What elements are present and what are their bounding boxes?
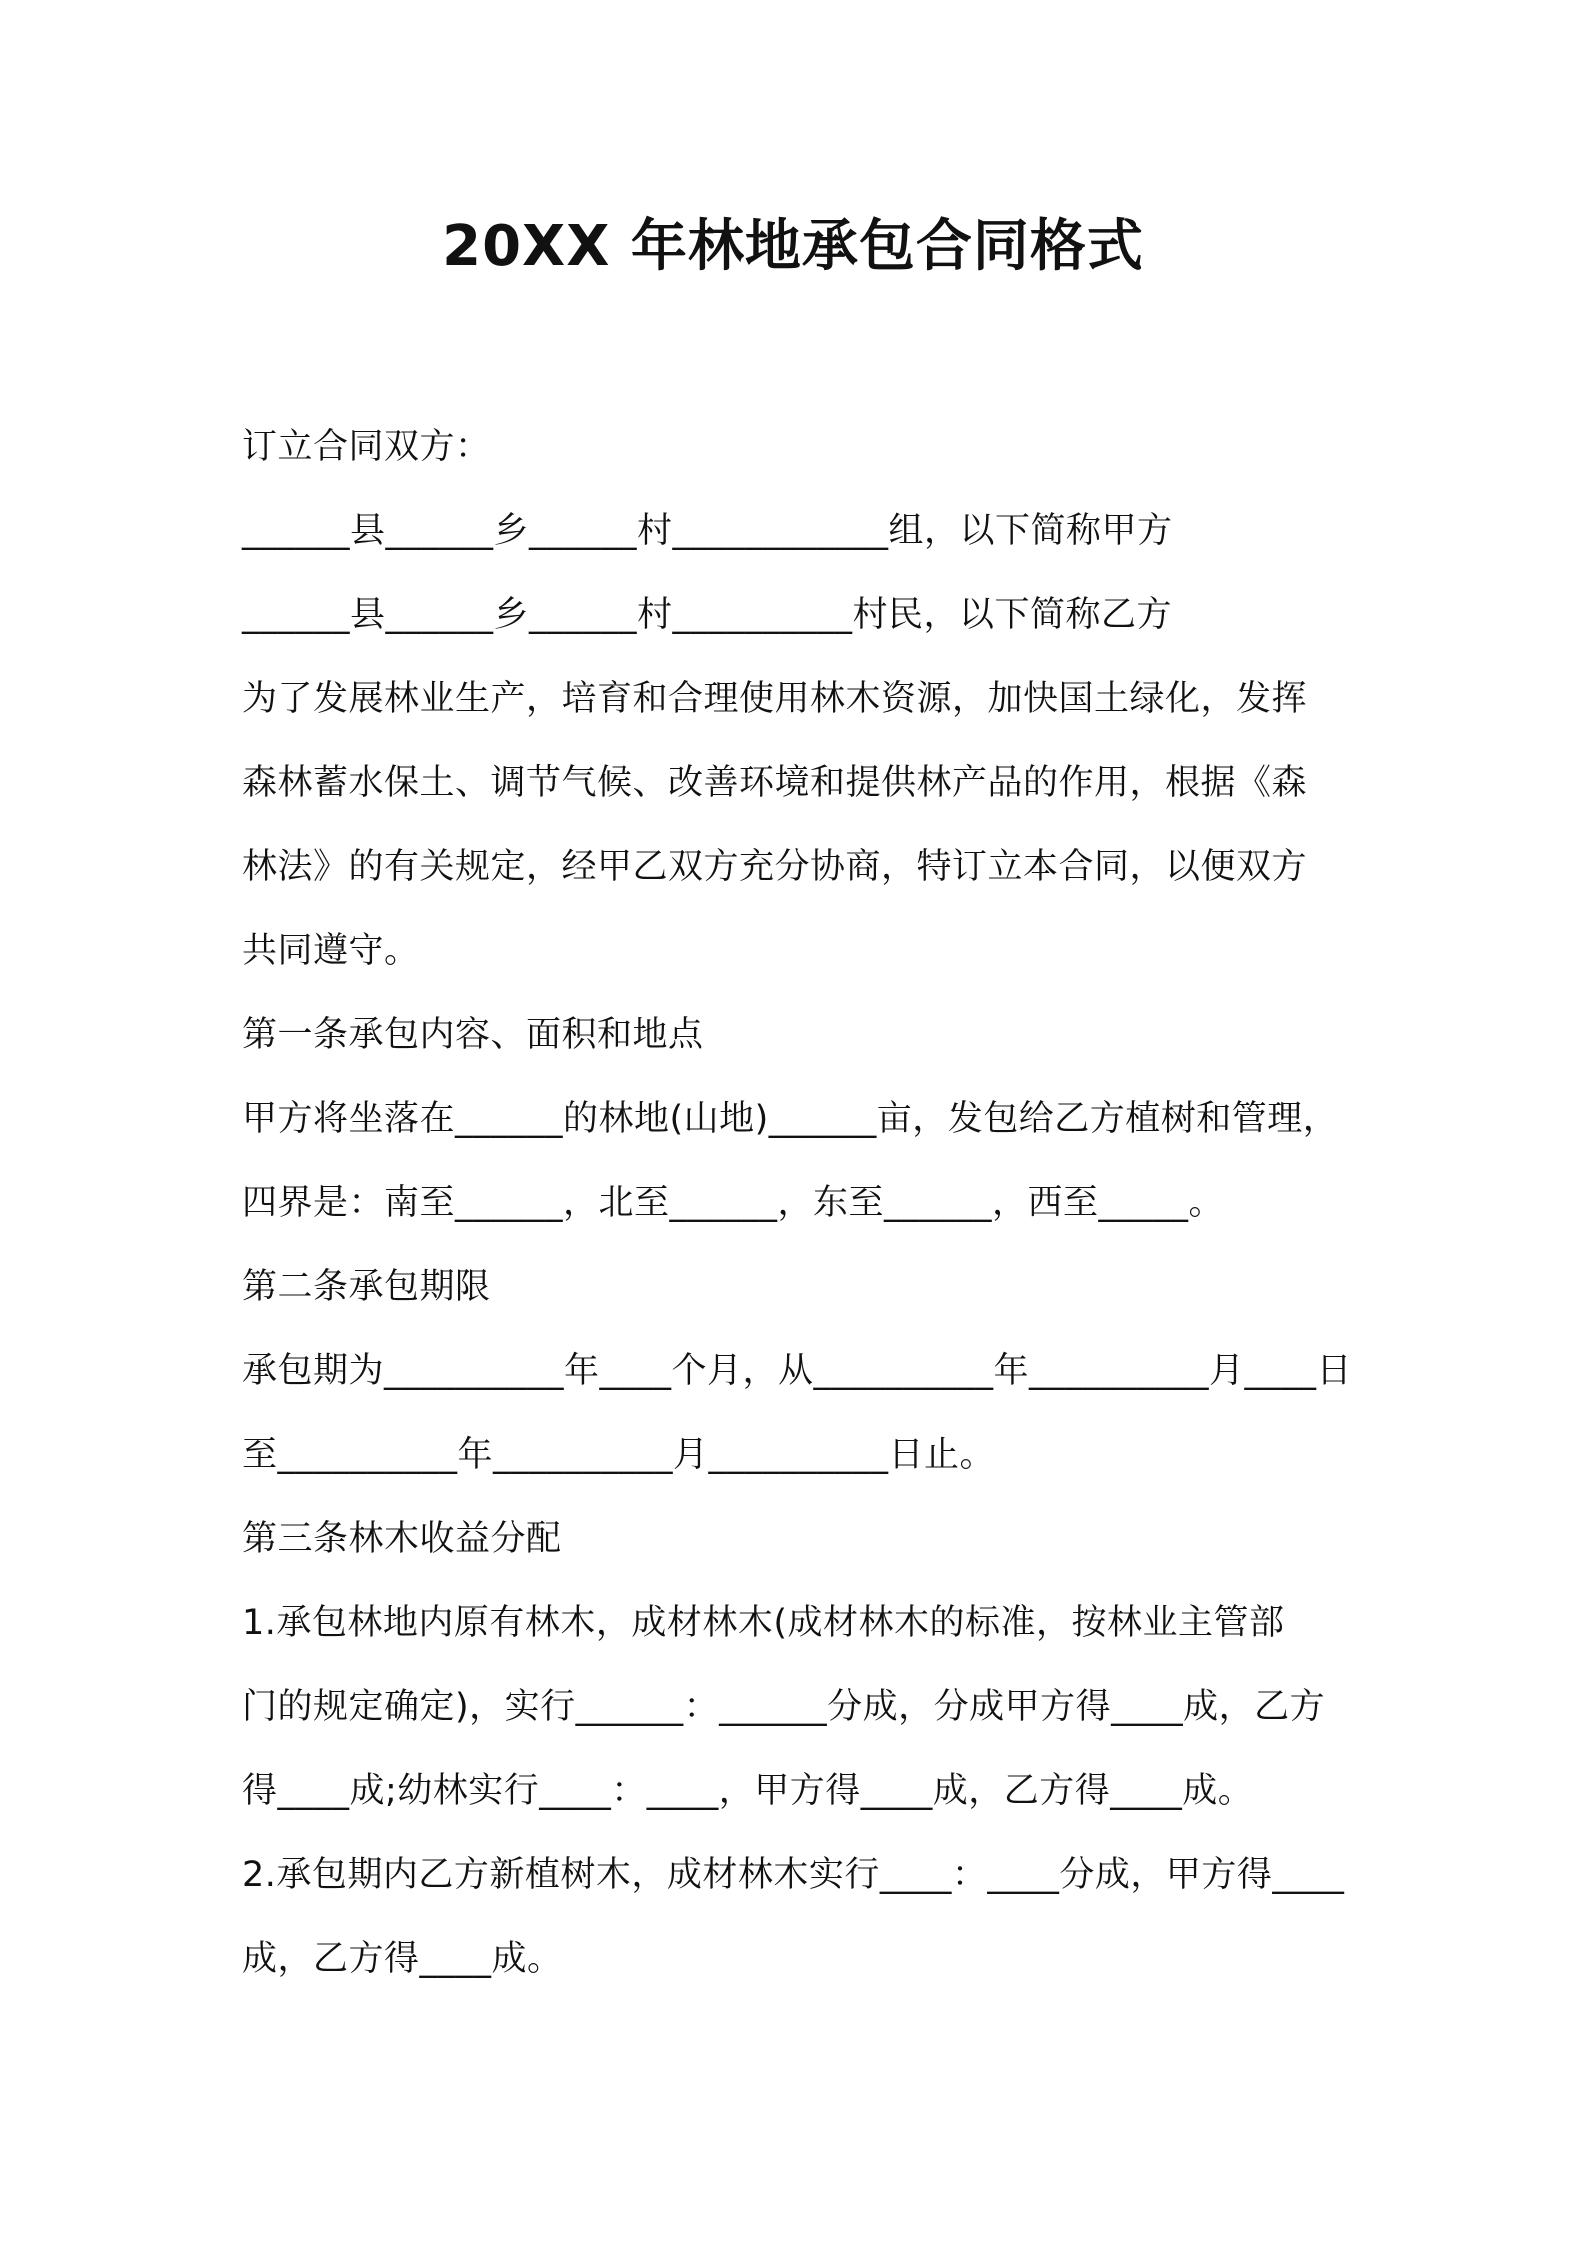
article-1-text: 甲方将坐落在______的林地(山地)______亩，发包给乙方植树和管理， xyxy=(242,1099,1339,1139)
article-3-text: 得____成;幼林实行____：____，甲方得____成，乙方得____成。 xyxy=(242,1771,1254,1811)
article-3-text: 门的规定确定)，实行______：______分成，分成甲方得____成，乙方 xyxy=(242,1687,1326,1727)
article-1-heading: 第一条承包内容、面积和地点 xyxy=(242,1015,704,1055)
article-1-text: 四界是：南至______，北至______，东至______，西至_____。 xyxy=(242,1183,1225,1223)
article-3-text: 2.承包期内乙方新植树木，成材林木实行____：____分成，甲方得____ xyxy=(242,1855,1345,1895)
text-line-party-a: ______县______乡______村____________组，以下简称甲方 xyxy=(242,511,1173,551)
text-line-preamble: 森林蓄水保土、调节气候、改善环境和提供林产品的作用，根据《森 xyxy=(242,763,1308,803)
article-2-heading: 第二条承包期限 xyxy=(242,1267,491,1307)
text-line-preamble: 共同遵守。 xyxy=(242,931,420,971)
text-line-party-b: ______县______乡______村__________村民，以下简称乙方 xyxy=(242,595,1173,635)
article-3-heading: 第三条林木收益分配 xyxy=(242,1519,562,1559)
article-3-text: 1.承包林地内原有林木，成材林木(成材林木的标准，按林业主管部 xyxy=(242,1603,1285,1643)
article-2-text: 至__________年__________月__________日止。 xyxy=(242,1435,996,1475)
document-body xyxy=(242,405,1367,2001)
text-line-preamble: 林法》的有关规定，经甲乙双方充分协商，特订立本合同，以便双方 xyxy=(242,847,1308,887)
article-2-text: 承包期为__________年____个月，从__________年__________月____日 xyxy=(242,1351,1353,1391)
text-line-parties: 订立合同双方： xyxy=(242,427,491,467)
article-3-text: 成，乙方得____成。 xyxy=(242,1939,563,1979)
text-line-preamble: 为了发展林业生产，培育和合理使用林木资源，加快国土绿化，发挥 xyxy=(242,679,1308,719)
document-title: 20XX 年林地承包合同格式 xyxy=(442,214,1144,279)
